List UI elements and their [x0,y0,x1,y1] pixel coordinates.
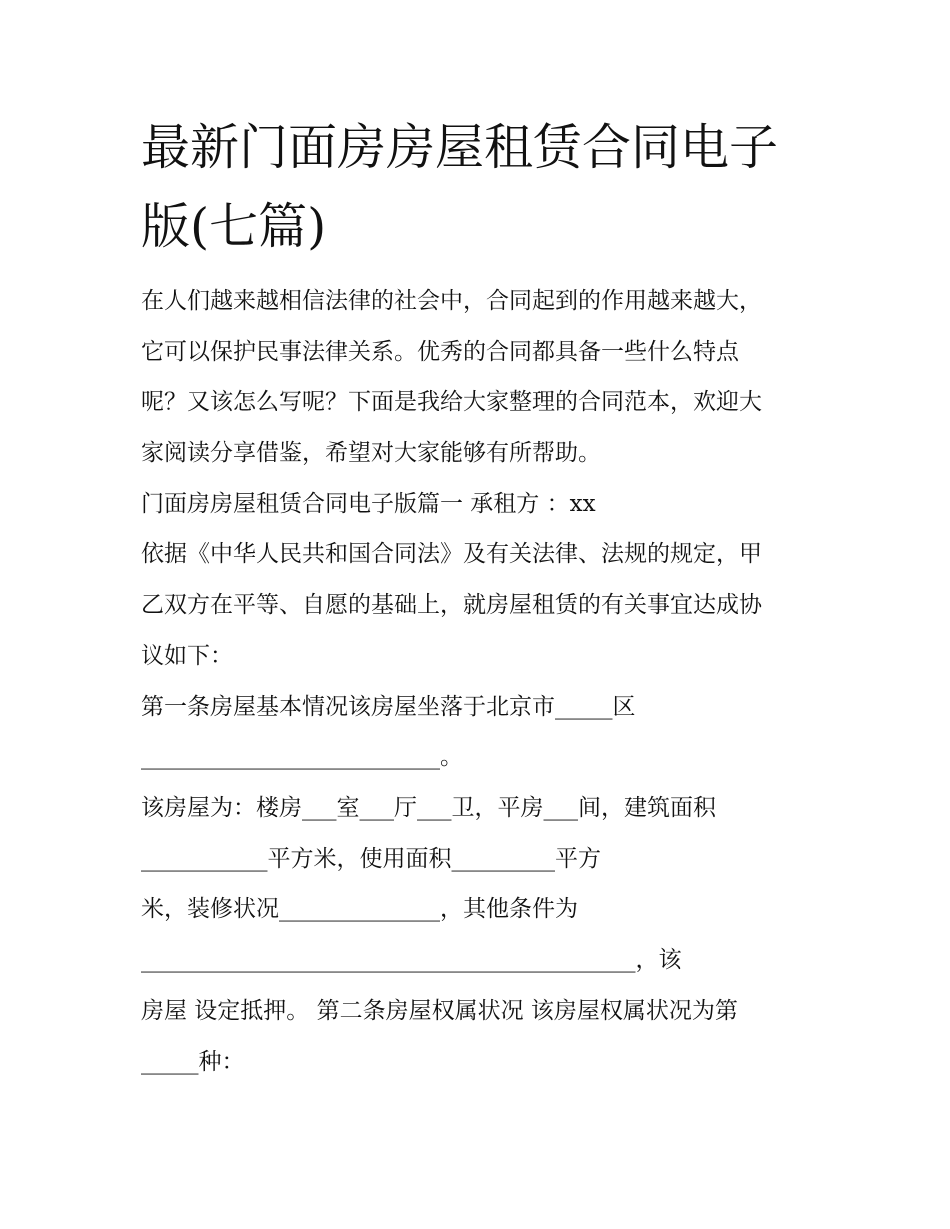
blank-line-address: __________________________。 [141,744,463,770]
document-title [141,108,841,266]
house-type-line: 该房屋为：楼房___室___厅___卫，平房___间，建筑面积 [141,795,716,821]
body-line-2: 它可以保护民事法律关系。优秀的合同都具备一些什么特点 [141,339,739,365]
title-line-1: 最新门面房房屋租赁合同电子 [141,119,779,176]
article-1-line: 第一条房屋基本情况该房屋坐落于北京市_____区 [141,694,636,720]
area-line: ___________平方米，使用面积_________平方 [141,846,601,872]
decoration-line: 米，装修状况______________，其他条件为 [141,896,578,922]
other-conditions-line: ___________________________________________，该 [141,947,682,973]
ownership-type-line: _____种： [141,1049,245,1075]
body-line-8: 议如下： [141,643,233,669]
body-line-6: 依据《中华人民共和国合同法》及有关法律、法规的规定，甲 [141,541,762,567]
body-line-4: 家阅读分享借鉴，希望对大家能够有所帮助。 [141,440,601,466]
article-2-line: 房屋 设定抵押。 第二条房屋权属状况 该房屋权属状况为第 [141,998,738,1024]
body-line-3: 呢？又该怎么写呢？下面是我给大家整理的合同范本，欢迎大 [141,389,762,415]
body-line-7: 乙双方在平等、自愿的基础上，就房屋租赁的有关事宜达成协 [141,592,762,618]
section-heading-1: 门面房房屋租赁合同电子版篇一 承租方 ：xx [141,491,596,517]
body-line-1: 在人们越来越相信法律的社会中，合同起到的作用越来越大， [141,288,762,314]
title-line-2: 版(七篇) [141,198,327,255]
